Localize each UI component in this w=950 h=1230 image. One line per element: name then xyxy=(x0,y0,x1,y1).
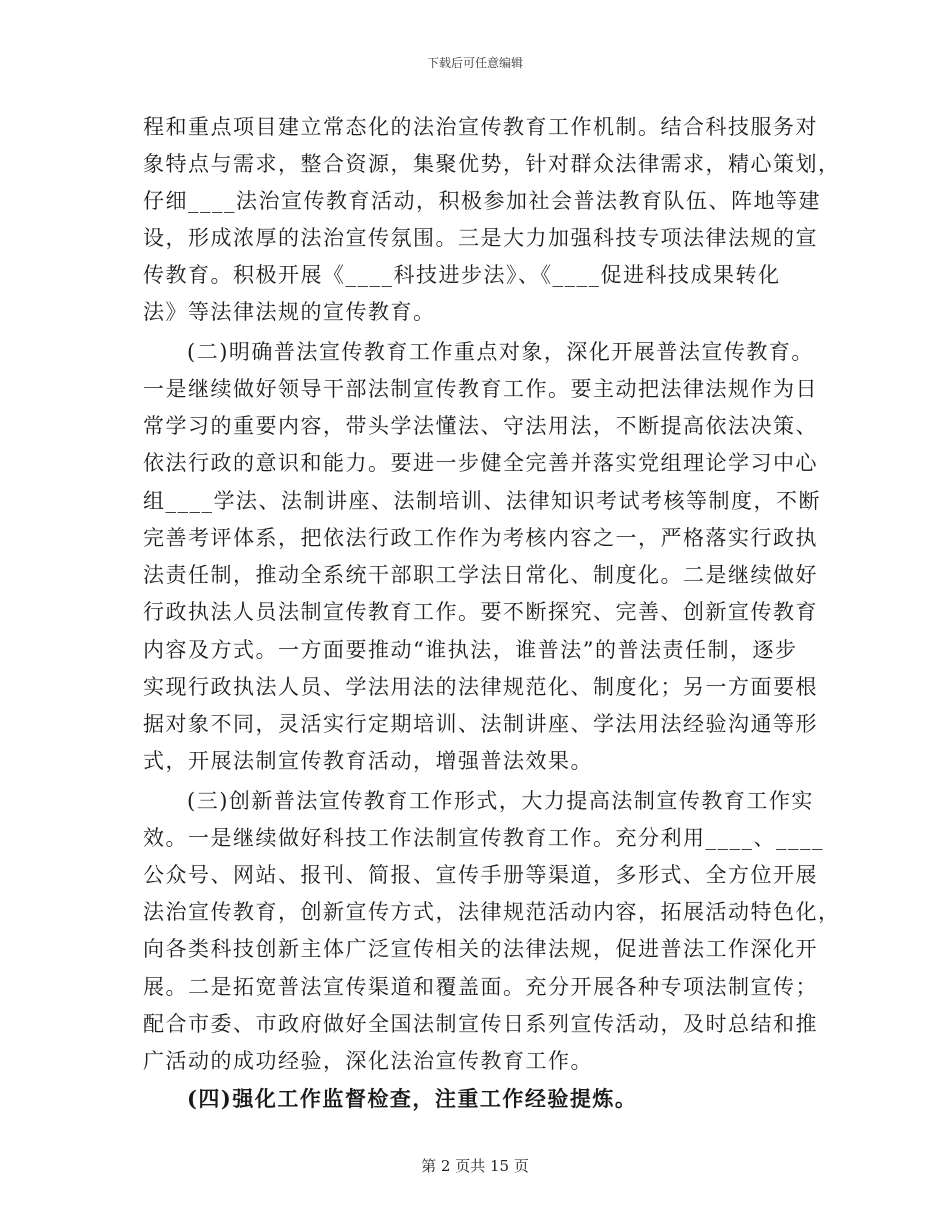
text-line: 法责任制，推动全系统干部职工学法日常化、制度化。二是继续做好 xyxy=(143,563,818,587)
text-line: 法治宣传教育，创新宣传方式，法律规范活动内容，拓展活动特色化， xyxy=(143,900,841,924)
text-line: 程和重点项目建立常态化的法治宣传教育工作机制。结合科技服务对 xyxy=(143,115,818,139)
text-line: 据对象不同，灵活实行定期培训、法制讲座、学法用法经验沟通等形 xyxy=(143,712,818,736)
text-line: 法》等法律法规的宣传教育。 xyxy=(143,300,436,324)
text-line: 内容及方式。一方面要推动“谁执法，谁普法”的普法责任制，逐步 xyxy=(143,638,798,662)
text-line: 公众号、网站、报刊、简报、宣传手册等渠道，多形式、全方位开展 xyxy=(143,863,818,887)
text-line: 象特点与需求，整合资源，集聚优势，针对群众法律需求，精心策划， xyxy=(143,152,841,176)
text-line: 传教育。积极开展《____科技进步法》、《____促进科技成果转化 xyxy=(143,263,781,287)
section-heading: (二)明确普法宣传教育工作重点对象，深化开展普法宣传教育。 xyxy=(187,340,814,364)
text-line: 依法行政的意识和能力。要进一步健全完善并落实党组理论学习中心 xyxy=(143,451,818,475)
section-heading-bold: (四)强化工作监督检查，注重工作经验提炼。 xyxy=(187,1086,638,1111)
text-line: 向各类科技创新主体广泛宣传相关的法律法规，促进普法工作深化开 xyxy=(143,937,818,961)
text-line: 广活动的成功经验，深化法治宣传教育工作。 xyxy=(143,1049,593,1073)
text-line: 设，形成浓厚的法治宣传氛围。三是大力加强科技专项法律法规的宣 xyxy=(143,226,818,250)
text-line: 效。一是继续做好科技工作法制宣传教育工作。充分利用____、____ xyxy=(143,826,824,850)
page-header: 下载后可任意编辑 xyxy=(426,56,523,70)
text-line: 展。二是拓宽普法宣传渠道和覆盖面。充分开展各种专项法制宣传； xyxy=(143,975,818,999)
text-line: 常学习的重要内容，带头学法懂法、守法用法，不断提高依法决策、 xyxy=(143,414,818,438)
text-line: 行政执法人员法制宣传教育工作。要不断探究、完善、创新宣传教育 xyxy=(143,600,818,624)
page-number: 第 2 页共 15 页 xyxy=(421,1157,529,1175)
text-line: 仔细____法治宣传教育活动，积极参加社会普法教育队伍、阵地等建 xyxy=(143,189,821,213)
text-line: 式，开展法制宣传教育活动，增强普法效果。 xyxy=(143,749,593,773)
text-line: 一是继续做好领导干部法制宣传教育工作。要主动把法律法规作为日 xyxy=(143,377,818,401)
text-line: 完善考评体系，把依法行政工作作为考核内容之一，严格落实行政执 xyxy=(143,526,818,550)
text-line: 配合市委、市政府做好全国法制宣传日系列宣传活动，及时总结和推 xyxy=(143,1012,818,1036)
text-line: 组____学法、法制讲座、法制培训、法律知识考试考核等制度，不断 xyxy=(143,489,821,513)
section-heading: (三)创新普法宣传教育工作形式，大力提高法制宣传教育工作实 xyxy=(187,789,814,813)
text-line: 实现行政执法人员、学法用法的法律规范化、制度化；另一方面要根 xyxy=(143,675,818,699)
